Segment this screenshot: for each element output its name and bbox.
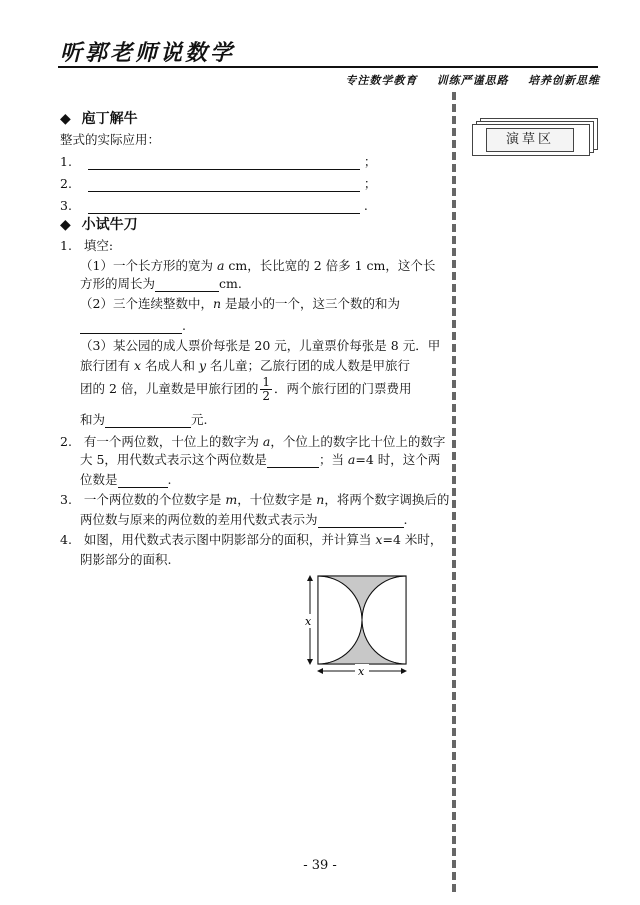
q1-part2-line2: .	[80, 318, 186, 334]
question-1-label	[60, 238, 113, 254]
question-number: 1.	[60, 238, 72, 253]
question-2-line1: 2. 有一个两位数，十位上的数字为 a，个位上的数字比十位上的数字	[60, 434, 446, 449]
q1-part3-line4: 和为 元.	[80, 412, 208, 427]
answer-blank[interactable]	[88, 201, 360, 214]
margin-divider	[452, 92, 456, 892]
shaded-area-figure	[298, 572, 412, 676]
question-2-line3: 位数是 .	[80, 472, 172, 487]
diamond-bullet-icon: ◆	[60, 217, 71, 233]
draft-area-banner	[472, 118, 596, 152]
answer-blank[interactable]	[105, 415, 191, 428]
section1-intro: 整式的实际应用：	[60, 132, 161, 147]
list-item	[60, 198, 368, 214]
question-number: 3.	[60, 492, 72, 507]
item-number: 2.	[60, 176, 72, 191]
answer-blank[interactable]	[267, 455, 319, 468]
answer-blank[interactable]	[88, 157, 360, 170]
section1-title: 庖丁解牛	[81, 111, 138, 127]
section2-heading	[60, 214, 138, 234]
question-number: 4.	[60, 532, 72, 547]
fraction: $\frac{1}{2}$	[262, 375, 271, 403]
list-item	[60, 176, 376, 192]
answer-blank[interactable]	[88, 179, 360, 192]
brand-title: 听郭老师说数学	[60, 41, 236, 66]
answer-blank[interactable]	[318, 515, 404, 528]
item-punct: ；	[363, 176, 377, 191]
question-number: 2.	[60, 434, 72, 449]
q1-part1-line2: 方形的周长为 cm.	[80, 276, 242, 291]
diamond-bullet-icon: ◆	[60, 111, 71, 127]
dimension-label-y: x	[305, 615, 312, 628]
question-2-line2: 大 5，用代数式表示这个两位数是 ；当 a=4 时，这个两	[80, 452, 441, 467]
header-slogan: 专注数学教育 训练严谨思路 培养创新思维	[345, 74, 600, 87]
question-text: 填空:	[83, 238, 114, 253]
question-4-line2: 阴影部分的面积.	[80, 552, 172, 567]
question-3-line2: 两位数与原来的两位数的差用代数式表示为 .	[80, 512, 408, 527]
q1-part3-line3: 团的 2 倍，儿童数是甲旅行团的 $\frac{1}{2}$ ．两个旅行团的门票费用	[80, 375, 412, 403]
header-rule	[58, 66, 598, 68]
item-punct: ；	[363, 154, 377, 169]
section2-title: 小试牛刀	[81, 217, 138, 233]
q1-part1-line1: （1）一个长方形的宽为 a cm，长比宽的 2 倍多 1 cm，这个长	[80, 258, 436, 273]
question-4-line1: 4. 如图，用代数式表示图中阴影部分的面积，并计算当 x=4 米时，	[60, 532, 443, 547]
list-item	[60, 154, 376, 170]
answer-blank[interactable]	[80, 321, 182, 334]
page-number: - 39 -	[303, 858, 337, 873]
q1-part3-line2: 旅行团有 x 名成人和 y 名儿童；乙旅行团的成人数是甲旅行	[80, 358, 411, 373]
draft-area-label: 演草区	[486, 128, 574, 152]
item-number: 3.	[60, 198, 72, 213]
q1-part2-line1: （2）三个连续整数中，n 是最小的一个，这三个数的和为	[80, 296, 401, 311]
item-number: 1.	[60, 154, 72, 169]
section1-heading	[60, 108, 138, 128]
answer-blank[interactable]	[155, 279, 219, 292]
q1-part3-line1: （3）某公园的成人票价每张是 20 元，儿童票价每张是 8 元．甲	[80, 338, 441, 353]
answer-blank[interactable]	[118, 475, 168, 488]
question-3-line1: 3. 一个两位数的个位数字是 m，十位数字是 n，将两个数字调换后的	[60, 492, 450, 507]
dimension-label-x: x	[358, 665, 365, 676]
item-punct: .	[363, 198, 368, 213]
